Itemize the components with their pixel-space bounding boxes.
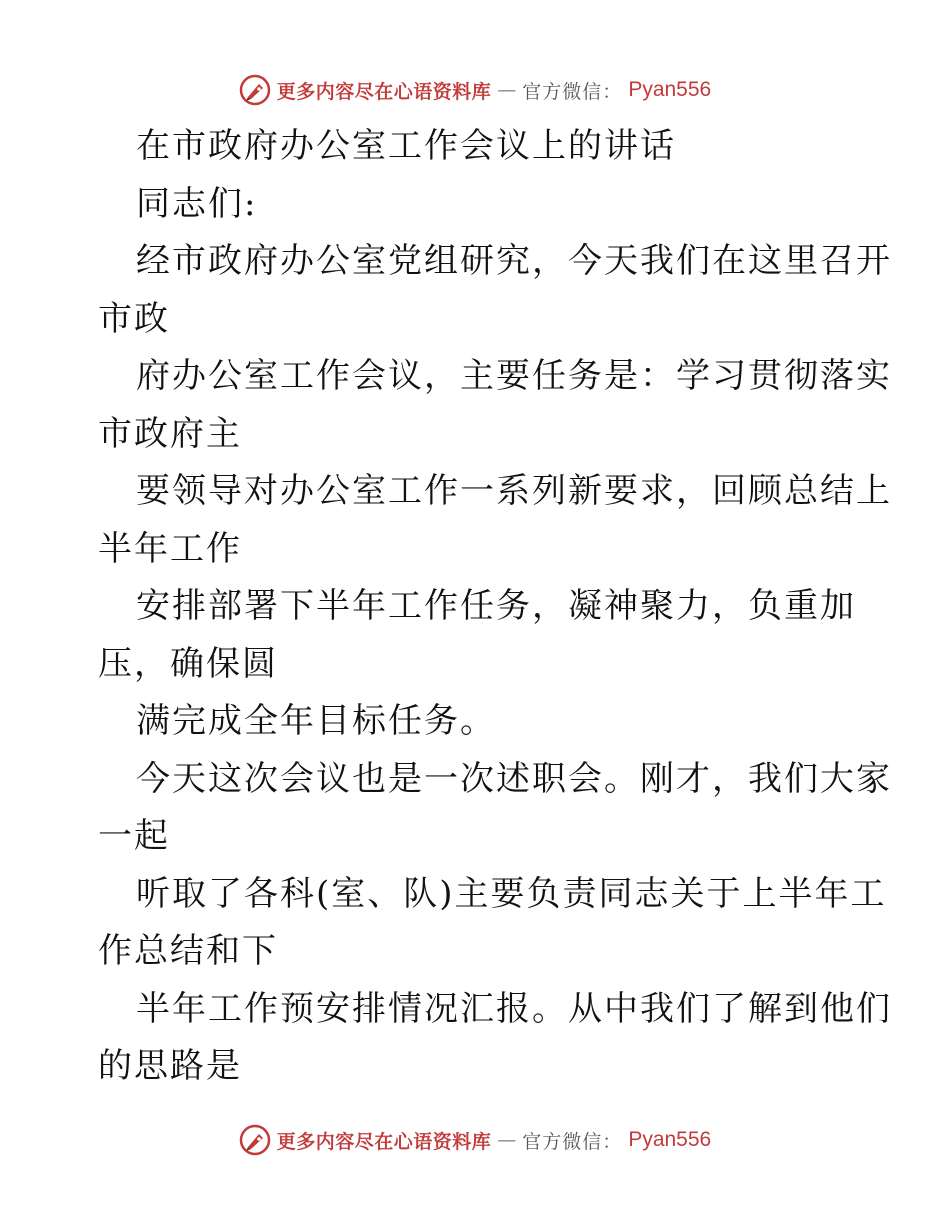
text-line: 经市政府办公室党组研究，今天我们在这里召开 xyxy=(136,241,892,281)
document-body xyxy=(98,118,892,1096)
text-line: 一起 xyxy=(98,816,170,856)
watermark-text: 更多内容尽在心语资料库 xyxy=(276,80,492,103)
watermark-wechat-label: 官方微信： xyxy=(522,1130,623,1153)
salutation: 同志们: xyxy=(136,183,258,224)
text-line: 压，确保圆 xyxy=(98,643,278,684)
text-line: 听取了各科(室、队)主要负责同志关于上半年工 xyxy=(136,873,887,914)
pen-nib-logo-icon xyxy=(239,1124,271,1156)
footer-watermark xyxy=(0,1120,950,1160)
text-line: 的思路是 xyxy=(98,1046,242,1086)
text-line: 市政府主 xyxy=(98,413,242,454)
text-line: 安排部署下半年工作任务，凝神聚力，负重加 xyxy=(136,586,856,626)
text-line: 满完成全年目标任务。 xyxy=(136,701,496,741)
text-line: 要领导对办公室工作一系列新要求，回顾总结上 xyxy=(136,471,892,511)
document-title: 在市政府办公室工作会议上的讲话 xyxy=(136,126,676,166)
watermark-dash: — xyxy=(497,1129,517,1151)
text-line: 作总结和下 xyxy=(98,931,278,971)
text-line: 半年工作预安排情况汇报。从中我们了解到他们 xyxy=(136,988,892,1029)
watermark-wechat-label: 官方微信： xyxy=(522,80,623,103)
pen-nib-logo-icon xyxy=(239,74,271,106)
watermark-wechat-id: Pyan556 xyxy=(628,78,712,101)
text-line: 半年工作 xyxy=(98,528,242,569)
watermark-text: 更多内容尽在心语资料库 xyxy=(276,1130,492,1153)
header-watermark xyxy=(0,70,950,110)
text-line: 府办公室工作会议，主要任务是：学习贯彻落实 xyxy=(136,356,892,396)
watermark-dash: — xyxy=(497,79,517,101)
watermark-wechat-id: Pyan556 xyxy=(628,1128,712,1151)
text-line: 市政 xyxy=(98,298,170,339)
text-line: 今天这次会议也是一次述职会。刚才，我们大家 xyxy=(136,758,892,799)
